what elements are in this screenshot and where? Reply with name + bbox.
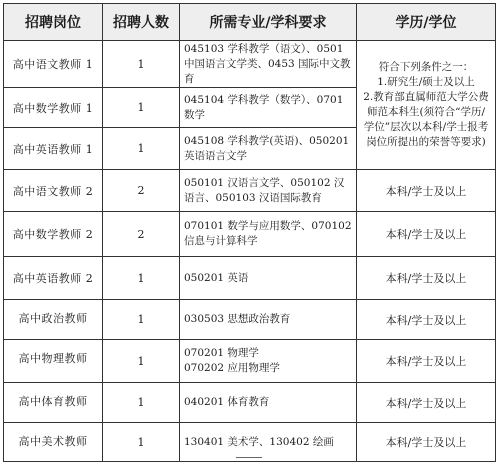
degree-cell-merged: 符合下列条件之一： 1.研究生/硕士及以上 2.教育部直属师范大学公费师范本科生(须符合“学历/学位”层次以本科/学士报考岗位所提出的荣誉等要求) xyxy=(357,41,496,170)
table-row xyxy=(4,170,496,212)
degree-cell: 本科/学士及以上 xyxy=(357,383,496,423)
position-cell: 高中政治教师 xyxy=(4,300,103,340)
count-cell: 1 xyxy=(103,41,180,88)
header-major: 所需专业/学科要求 xyxy=(180,4,357,41)
position-cell: 高中数学教师 2 xyxy=(4,212,103,257)
position-cell: 高中美术教师 xyxy=(4,423,103,462)
table-row xyxy=(4,383,496,423)
degree-cell: 本科/学士及以上 xyxy=(357,170,496,212)
position-cell: 高中体育教师 xyxy=(4,383,103,423)
table-row xyxy=(4,423,496,462)
table-row xyxy=(4,212,496,257)
major-cell: 045103 学科教学（语文）、0501 中国语言文学类、0453 国际中文教育 xyxy=(180,41,357,88)
count-cell: 1 xyxy=(103,257,180,300)
major-cell: 050201 英语 xyxy=(180,257,357,300)
position-cell: 高中语文教师 2 xyxy=(4,170,103,212)
count-cell: 1 xyxy=(103,423,180,462)
position-cell: 高中英语教师 2 xyxy=(4,257,103,300)
count-cell: 2 xyxy=(103,212,180,257)
major-cell: 030503 思想政治教育 xyxy=(180,300,357,340)
header-row xyxy=(4,4,496,41)
major-cell: 070201 物理学 070202 应用物理学 xyxy=(180,340,357,383)
count-cell: 1 xyxy=(103,340,180,383)
degree-cell: 本科/学士及以上 xyxy=(357,257,496,300)
table-row xyxy=(4,300,496,340)
header-count: 招聘人数 xyxy=(103,4,180,41)
major-cell: 130401 美术学、130402 绘画 xyxy=(180,423,357,462)
position-cell: 高中数学教师 1 xyxy=(4,88,103,128)
degree-cell: 本科/学士及以上 xyxy=(357,340,496,383)
count-cell: 2 xyxy=(103,170,180,212)
degree-cell: 本科/学士及以上 xyxy=(357,212,496,257)
major-cell: 040201 体育教育 xyxy=(180,383,357,423)
table-row xyxy=(4,257,496,300)
position-cell: 高中英语教师 1 xyxy=(4,128,103,170)
table-row xyxy=(4,41,496,88)
table-row xyxy=(4,340,496,383)
count-cell: 1 xyxy=(103,300,180,340)
position-cell: 高中语文教师 1 xyxy=(4,41,103,88)
count-cell: 1 xyxy=(103,128,180,170)
major-cell: 045104 学科教学（数学）、0701 数学 xyxy=(180,88,357,128)
position-cell: 高中物理教师 xyxy=(4,340,103,383)
count-cell: 1 xyxy=(103,88,180,128)
header-position: 招聘岗位 xyxy=(4,4,103,41)
degree-cell: 本科/学士及以上 xyxy=(357,423,496,462)
header-degree: 学历/学位 xyxy=(357,4,496,41)
major-cell: 050101 汉语言文学、050102 汉语言、050103 汉语国际教育 xyxy=(180,170,357,212)
recruitment-table xyxy=(3,3,496,462)
major-cell: 045108 学科教学(英语)、050201 英语语言文学 xyxy=(180,128,357,170)
degree-cell: 本科/学士及以上 xyxy=(357,300,496,340)
count-cell: 1 xyxy=(103,383,180,423)
major-cell: 070101 数学与应用数学、070102 信息与计算科学 xyxy=(180,212,357,257)
